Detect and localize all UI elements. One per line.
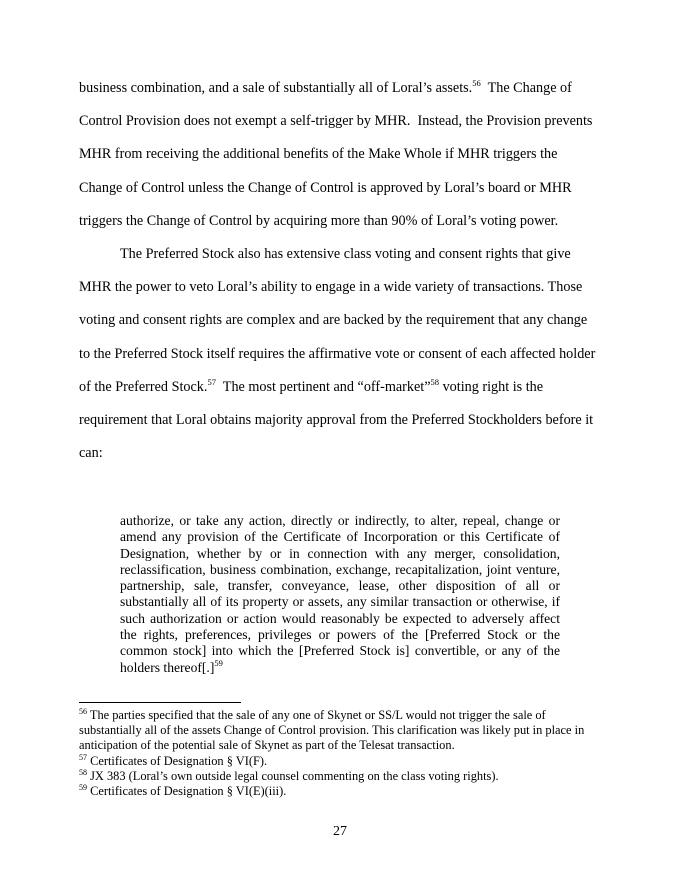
footnote-59 [79,784,600,799]
page-number: 27 [333,824,347,839]
footnote-text: The parties specified that the sale of any one of Skynet or SS/L would not trigger the sale of substantially all of the assets Change of Control provision. This clarification was likely put in place in anticipation of the potential sale of Skynet as part of the Telesat transaction. [79,708,585,753]
body-text [79,72,600,470]
paragraph-text: voting right is the requirement that Loral obtains majority approval from the Preferred Stockholders before it can: [79,378,594,462]
footnote-number: 57 [79,752,87,762]
footnote-ref-56[interactable]: 56 [472,78,481,88]
paragraph-text: The Change of Control Provision does not exempt a self-trigger by MHR. Instead, the Provision prevents MHR from receiving the additional benefits of the Make Whole if MHR triggers the Change of Control unless the Change of Control is approved by Loral’s board or MHR triggers the Change of Control by acquiring more than 90% of Loral’s voting power. [79,80,596,229]
footnote-ref-59[interactable]: 59 [214,657,223,668]
footnote-number: 58 [79,767,87,777]
footnote-ref-57[interactable]: 57 [207,376,216,387]
footnote-ref-58[interactable]: 58 [430,376,440,387]
footnote-58 [79,769,600,784]
footnote-number: 59 [79,783,87,793]
footnote-number: 56 [79,707,87,716]
paragraph-text: The Preferred Stock also has extensive class voting and consent rights that give MHR the power to veto Loral’s ability to engage in a wide variety of transactions. Those voting and consent rights are complex and are backed by the requirement that any change to the Preferred Stock itself requires the affirmative vote or consent of each affected holder of the Preferred Stock. [79,246,596,395]
footnote-divider [79,702,241,703]
footnote-text: JX 383 (Loral’s own outside legal counsel commenting on the class voting rights). [87,768,499,783]
footnote-56 [79,708,600,754]
footnote-text: Certificates of Designation § VI(F). [87,753,268,768]
paragraph-preferred-stock [79,238,600,470]
footnote-text: Certificates of Designation § VI(E)(iii). [87,784,287,799]
quote-text: authorize, or take any action, directly or indirectly, to alter, repeal, change or amend any provision of the Certificate of Incorporation or this Certificate of Designation, whether by or in connection with any merger, consolidation, reclassification, business combination, exchange, recapitalization, joint venture, partnership, sale, transfer, conveyance, lease, other disposition of all or substantially all of its property or assets, any similar transaction or otherwise, if such authorization or action would reasonably be expected to adversely affect the rights, preferences, privileges or powers of the [Preferred Stock or the common stock] into which the [Preferred Stock is] convertible, or any of the holders thereof[.] [120,513,560,675]
paragraph-continuation [79,72,600,238]
block-quote [120,513,560,676]
footnote-57 [79,754,600,769]
paragraph-text: The most pertinent and “off-market” [215,378,431,395]
footnotes [79,708,600,799]
paragraph-text: business combination, and a sale of substantially all of Loral’s assets. [79,80,473,96]
